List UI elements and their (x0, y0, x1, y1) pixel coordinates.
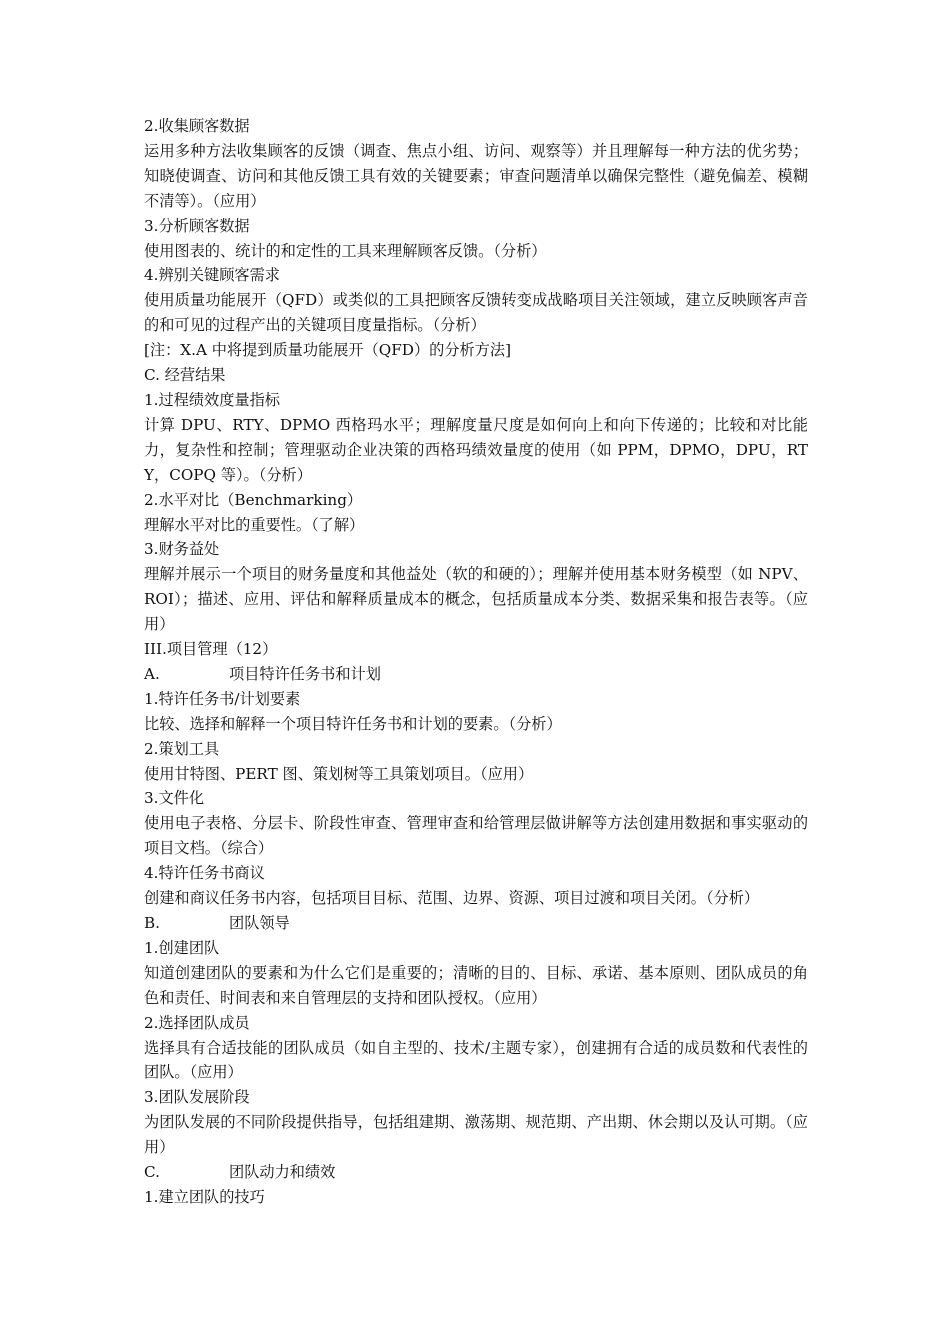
section-letter: A. (144, 664, 160, 683)
item-heading: 2.水平对比（Benchmarking） (144, 490, 363, 509)
paragraph: 为团队发展的不同阶段提供指导，包括组建期、激荡期、规范期、产出期、休会期以及认可期。（应用） (144, 1113, 808, 1157)
item-heading: 1.过程绩效度量指标 (144, 390, 280, 409)
item-heading: C. 经营结果 (144, 366, 226, 385)
item-heading: 1.创建团队 (144, 938, 220, 957)
item-heading: 3.文件化 (144, 789, 205, 808)
item-heading: 2.策划工具 (144, 739, 220, 758)
section-letter: B. (144, 914, 160, 932)
section-title: 团队领导 (229, 914, 290, 932)
paragraph: 计算 DPU、RTY、DPMO 西格玛水平；理解度量尺度是如何向上和向下传递的；比较和对比能力，复杂性和控制；管理驱动企业决策的西格玛绩效量度的使用（如 PPM，DPMO，DPU，RTY，COPQ 等）。（分析） (144, 415, 808, 484)
paragraph: 选择具有合适技能的团队成员（如自主型的、技术/主题专家），创建拥有合适的成员数和代表性的团队。（应用） (144, 1038, 808, 1082)
section-title: 项目特许任务书和计划 (229, 664, 381, 683)
item-heading: 3.财务益处 (144, 540, 220, 559)
section-heading (144, 662, 808, 687)
item-heading: [注：X.A 中将提到质量功能展开（QFD）的分析方法] (144, 341, 512, 360)
paragraph: 使用图表的、统计的和定性的工具来理解顾客反馈。（分析） (144, 241, 547, 260)
paragraph: 理解并展示一个项目的财务量度和其他益处（软的和硬的）；理解并使用基本财务模型（如 NPV、ROI）；描述、应用、评估和解释质量成本的概念，包括质量成本分类、数据采集和报告表等。（应用） (144, 565, 808, 634)
paragraph: 运用多种方法收集顾客的反馈（调查、焦点小组、访问、观察等）并且理解每一种方法的优劣势；知晓使调查、访问和其他反馈工具有效的关键要素；审查问题清单以确保完整性（避免偏差、模糊不清等）。（应用） (144, 141, 808, 210)
paragraph: 使用甘特图、PERT 图、策划树等工具策划项目。（应用） (144, 764, 534, 783)
item-heading: III.项目管理（12） (144, 640, 278, 659)
item-heading: 3.分析顾客数据 (144, 216, 250, 235)
item-heading: 2.收集顾客数据 (144, 117, 250, 135)
item-heading: 1.特许任务书/计划要素 (144, 689, 301, 708)
paragraph: 理解水平对比的重要性。（了解） (144, 515, 365, 534)
paragraph: 使用电子表格、分层卡、阶段性审查、管理审查和给管理层做讲解等方法创建用数据和事实驱动的项目文档。（综合） (144, 814, 808, 858)
item-heading: 2.选择团队成员 (144, 1013, 250, 1032)
paragraph: 使用质量功能展开（QFD）或类似的工具把顾客反馈转变成战略项目关注领域，建立反映顾客声音的和可见的过程产出的关键项目度量指标。（分析） (144, 291, 808, 335)
paragraph: 比较、选择和解释一个项目特许任务书和计划的要素。（分析） (144, 714, 562, 733)
section-heading (144, 911, 808, 936)
item-heading: 3.团队发展阶段 (144, 1088, 250, 1107)
paragraph: 知道创建团队的要素和为什么它们是重要的；清晰的目的、目标、承诺、基本原则、团队成员的角色和责任、时间表和来自管理层的支持和团队授权。（应用） (144, 963, 808, 1007)
document-page (144, 114, 808, 1210)
item-heading: 4.辨别关键顾客需求 (144, 266, 280, 285)
section-heading (144, 1160, 808, 1185)
item-heading: 1.建立团队的技巧 (144, 1187, 265, 1206)
section-letter: C. (144, 1163, 160, 1182)
item-heading: 4.特许任务书商议 (144, 864, 265, 883)
paragraph: 创建和商议任务书内容，包括项目目标、范围、边界、资源、项目过渡和项目关闭。（分析） (144, 889, 760, 908)
section-title: 团队动力和绩效 (229, 1163, 336, 1182)
